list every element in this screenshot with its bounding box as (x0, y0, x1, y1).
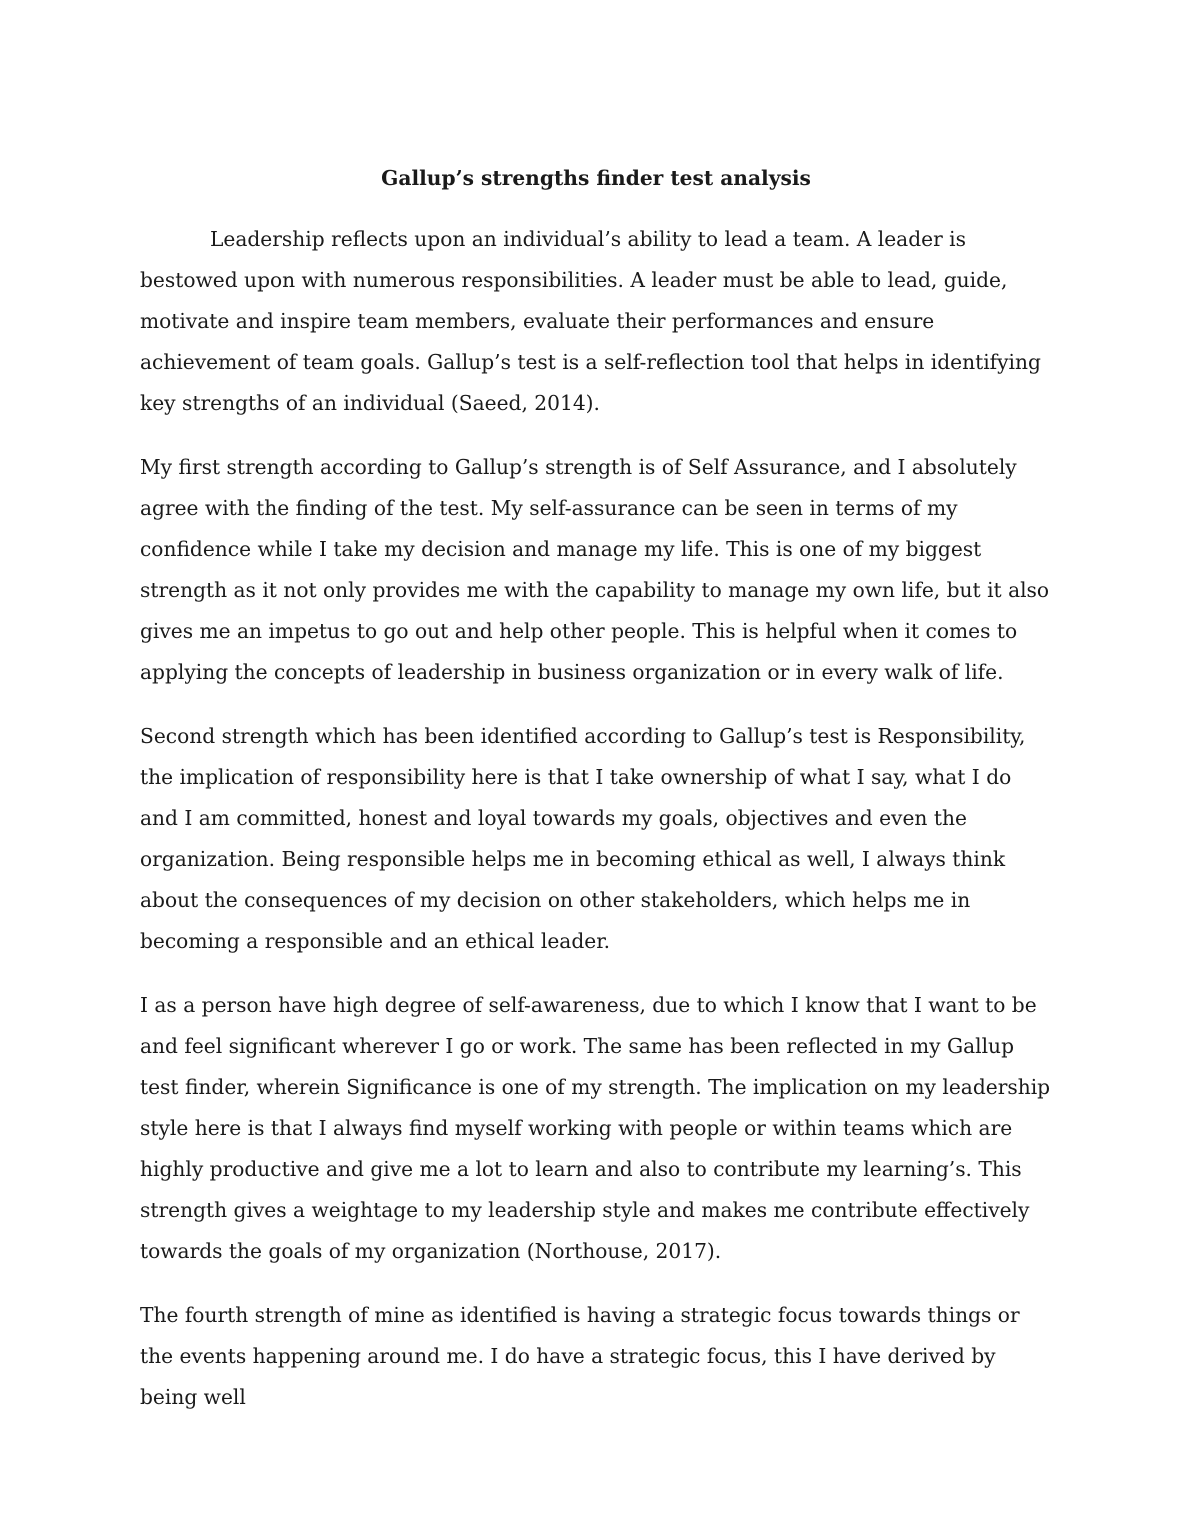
paragraph-self-assurance: My first strength according to Gallup’s strength is of Self Assurance, and I absolutely agree with the finding of the test. My self-assurance can be seen in terms of my confidence while I take my decision and manage my life. This is one of my biggest strength as it not only provides me with the capability to manage my own life, but it also gives me an impetus to go out and help other people. This is helpful when it comes to applying the concepts of leadership in business organization or in every walk of life. (140, 455, 1050, 684)
document-title: Gallup’s strengths finder test analysis (381, 166, 811, 190)
document-body (140, 160, 1052, 1441)
paragraph-introduction: Leadership reflects upon an individual’s ability to lead a team. A leader is bestowed upon with numerous responsibilities. A leader must be able to lead, guide, motivate and inspire team members, evaluate their performances and ensure achievement of team goals. Gallup’s test is a self-reflection tool that helps in identifying key strengths of an individual (Saeed, 2014). (140, 227, 1041, 415)
paragraph-responsibility: Second strength which has been identified according to Gallup’s test is Responsibility, the implication of responsibility here is that I take ownership of what I say, what I do and I am committed, honest and loyal towards my goals, objectives and even the organization. Being responsible helps me in becoming ethical as well, I always think about the consequences of my decision on other stakeholders, which helps me in becoming a responsible and an ethical leader. (140, 724, 1026, 953)
paragraph-significance: I as a person have high degree of self-awareness, due to which I know that I want to be and feel significant wherever I go or work. The same has been reflected in my Gallup test finder, wherein Significance is one of my strength. The implication on my leadership style here is that I always find myself working with people or within teams which are highly productive and give me a lot to learn and also to contribute my learning’s. This strength gives a weightage to my leadership style and makes me contribute effectively towards the goals of my organization (Northouse, 2017). (140, 993, 1051, 1263)
paragraph-strategic-focus: The fourth strength of mine as identified is having a strategic focus towards things or the events happening around me. I do have a strategic focus, this I have derived by being well (140, 1303, 1020, 1409)
